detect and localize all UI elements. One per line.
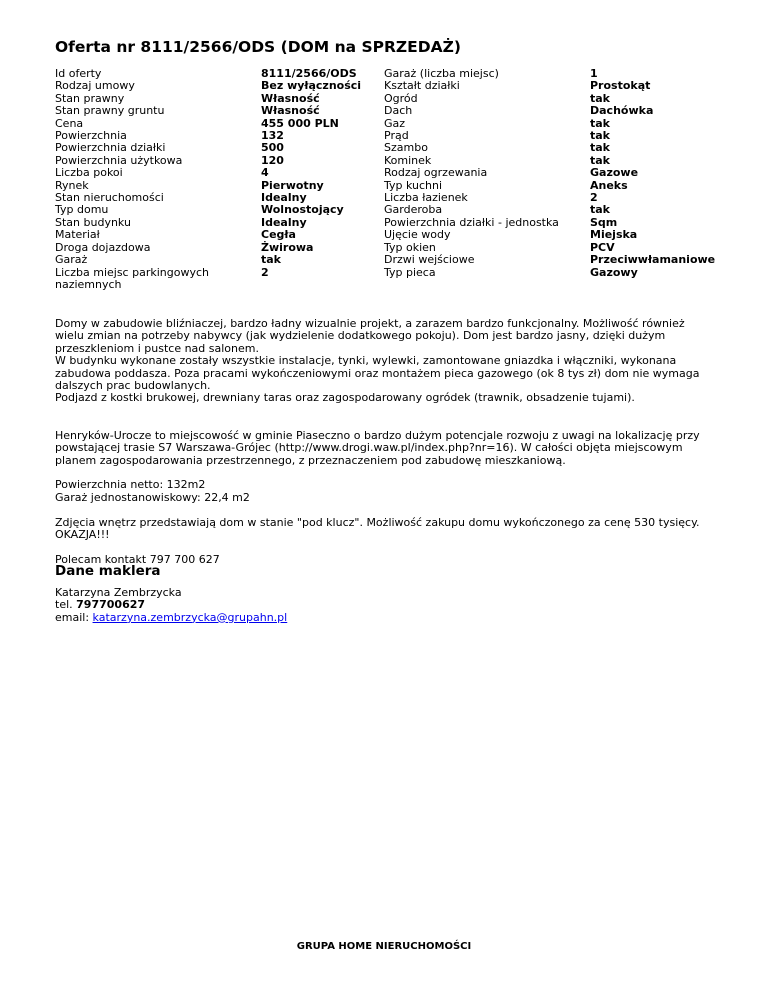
details-left-values <box>261 68 381 279</box>
detail-label: Powierzchnia użytkowa <box>55 153 183 167</box>
detail-value: 1 <box>590 67 598 80</box>
detail-label: Prąd <box>384 129 409 143</box>
detail-value: 120 <box>261 153 284 167</box>
detail-label: Stan budynku <box>55 215 131 229</box>
agent-email-label: email: <box>55 610 90 624</box>
detail-label: Garaż (liczba miejsc) <box>384 67 499 80</box>
offer-description <box>55 318 715 579</box>
detail-label: Liczba pokoi <box>55 166 123 180</box>
detail-value: Miejska <box>590 228 638 242</box>
agent-email-row <box>55 612 455 624</box>
detail-value: Dachówka <box>590 104 654 118</box>
detail-label: Kształt działki <box>384 79 460 93</box>
detail-label: Dach <box>384 104 413 118</box>
location-paragraph: Henryków-Urocze to miejscowość w gminie Piaseczno o bardzo dużym potencjale rozwoju z uwagi na lokalizację przy powstającej trasie S7 Warszawa-Grójec (http://www.drogi.waw.pl/index.php?nr=16). W całości objęta miejscowym planem zagospodarowania przestrzennego, z przeznaczeniem pod zabudowę mieszkaniową. <box>55 428 700 467</box>
detail-label: Liczba łazienek <box>384 191 468 205</box>
detail-label: Ujęcie wody <box>384 228 451 242</box>
detail-label: Materiał <box>55 228 100 242</box>
contact-paragraph: Polecam kontakt 797 700 627 <box>55 552 220 566</box>
detail-value: Własność <box>261 104 320 118</box>
detail-value: tak <box>590 91 610 105</box>
detail-label: Id oferty <box>55 67 102 80</box>
page-title: Oferta nr 8111/2566/ODS (DOM na SPRZEDAŻ) <box>55 38 461 56</box>
agent-info <box>55 587 455 624</box>
description-line: Podjazd z kostki brukowej, drewniany taras oraz zagospodarowany ogródek (trawnik, obsadzenie tujami). <box>55 391 635 405</box>
detail-value: 132 <box>261 129 284 143</box>
detail-label: Liczba miejsc parkingowych naziemnych <box>55 265 209 291</box>
description-paragraph <box>55 318 715 405</box>
detail-label: Powierzchnia działki - jednostka <box>384 215 559 229</box>
detail-value: 455 000 PLN <box>261 116 339 130</box>
detail-label: Drzwi wejściowe <box>384 253 475 267</box>
detail-value: 4 <box>261 166 269 180</box>
detail-label: Powierzchnia działki <box>55 141 166 155</box>
details-left-labels <box>55 68 240 291</box>
detail-label: Droga dojazdowa <box>55 240 151 254</box>
detail-value: Idealny <box>261 215 307 229</box>
detail-label: Kominek <box>384 153 432 167</box>
detail-value: PCV <box>590 240 615 254</box>
details-right-labels <box>384 68 584 279</box>
detail-label: Garaż <box>55 253 88 267</box>
detail-value: Przeciwwłamaniowe <box>590 253 716 267</box>
detail-label: Powierzchnia <box>55 129 127 143</box>
agent-phone-label: tel. <box>55 598 73 612</box>
detail-value: Pierwotny <box>261 178 324 192</box>
detail-value: 2 <box>590 191 598 205</box>
detail-value: Idealny <box>261 191 307 205</box>
detail-value: Cegła <box>261 228 296 242</box>
detail-label: Cena <box>55 116 84 130</box>
detail-value: Gazowy <box>590 265 638 279</box>
description-line: W budynku wykonane zostały wszystkie instalacje, tynki, wylewki, zamontowane gniazdka i włączniki, wykonana zabudowa poddasza. Poza pracami wykończeniowymi oraz montażem pieca gazowego (ok 8 tys zł) dom nie wymaga dalszych prac budowlanych. <box>55 354 700 393</box>
description-line: Domy w zabudowie bliźniaczej, bardzo ładny wizualnie projekt, a zarazem bardzo funkcjonalny. Możliwość również wielu zmian na potrzeby nabywcy (jak wydzielenie dodatkowego pokoju). Dom jest bardzo jasny, dzięki dużym przeszkleniom i pustce nad salonem. <box>55 317 685 355</box>
detail-value: tak <box>590 116 610 130</box>
detail-value: tak <box>590 141 610 155</box>
photos-paragraph: Zdjęcia wnętrz przedstawiają dom w stanie "pod klucz". Możliwość zakupu domu wykończonego za cenę 530 tysięcy. OKAZJA!!! <box>55 515 700 542</box>
detail-value: tak <box>261 253 281 267</box>
detail-value: Gazowe <box>590 166 639 180</box>
detail-value: Bez wyłączności <box>261 79 362 93</box>
detail-label: Rodzaj umowy <box>55 79 135 93</box>
area-paragraph <box>55 479 715 504</box>
detail-value: 2 <box>261 265 269 279</box>
agent-name: Katarzyna Zembrzycka <box>55 586 182 599</box>
detail-value: Własność <box>261 91 320 105</box>
detail-value: Wolnostojący <box>261 203 344 217</box>
detail-label: Typ okien <box>384 240 436 254</box>
detail-label: Gaz <box>384 116 406 130</box>
detail-label: Szambo <box>384 141 428 155</box>
footer-company-name: GRUPA HOME NIERUCHOMOŚCI <box>296 941 472 952</box>
detail-label: Stan prawny <box>55 91 125 105</box>
detail-label: Rynek <box>55 178 89 192</box>
detail-label: Stan prawny gruntu <box>55 104 165 118</box>
detail-value: Prostokąt <box>590 79 651 93</box>
detail-label: Typ pieca <box>384 265 436 279</box>
net-area-line: Powierzchnia netto: 132m2 <box>55 478 206 492</box>
details-right-values <box>590 68 720 279</box>
detail-label: Garderoba <box>384 203 443 217</box>
detail-value: 500 <box>261 141 284 155</box>
detail-label: Ogród <box>384 91 418 105</box>
detail-label: Rodzaj ogrzewania <box>384 166 488 180</box>
detail-value: Sqm <box>590 215 618 229</box>
detail-label: Stan nieruchomości <box>55 191 164 205</box>
detail-label: Typ kuchni <box>384 178 443 192</box>
detail-value: 8111/2566/ODS <box>261 67 357 80</box>
agent-heading: Dane maklera <box>55 563 161 579</box>
garage-area-line: Garaż jednostanowiskowy: 22,4 m2 <box>55 490 250 504</box>
detail-label: Typ domu <box>55 203 109 217</box>
detail-value: Aneks <box>590 178 628 192</box>
detail-value: Żwirowa <box>261 240 314 254</box>
agent-email-link[interactable]: katarzyna.zembrzycka@grupahn.pl <box>92 610 288 624</box>
detail-value: tak <box>590 203 610 217</box>
agent-phone: 797700627 <box>76 598 146 612</box>
detail-value: tak <box>590 153 610 167</box>
detail-value: tak <box>590 129 610 143</box>
